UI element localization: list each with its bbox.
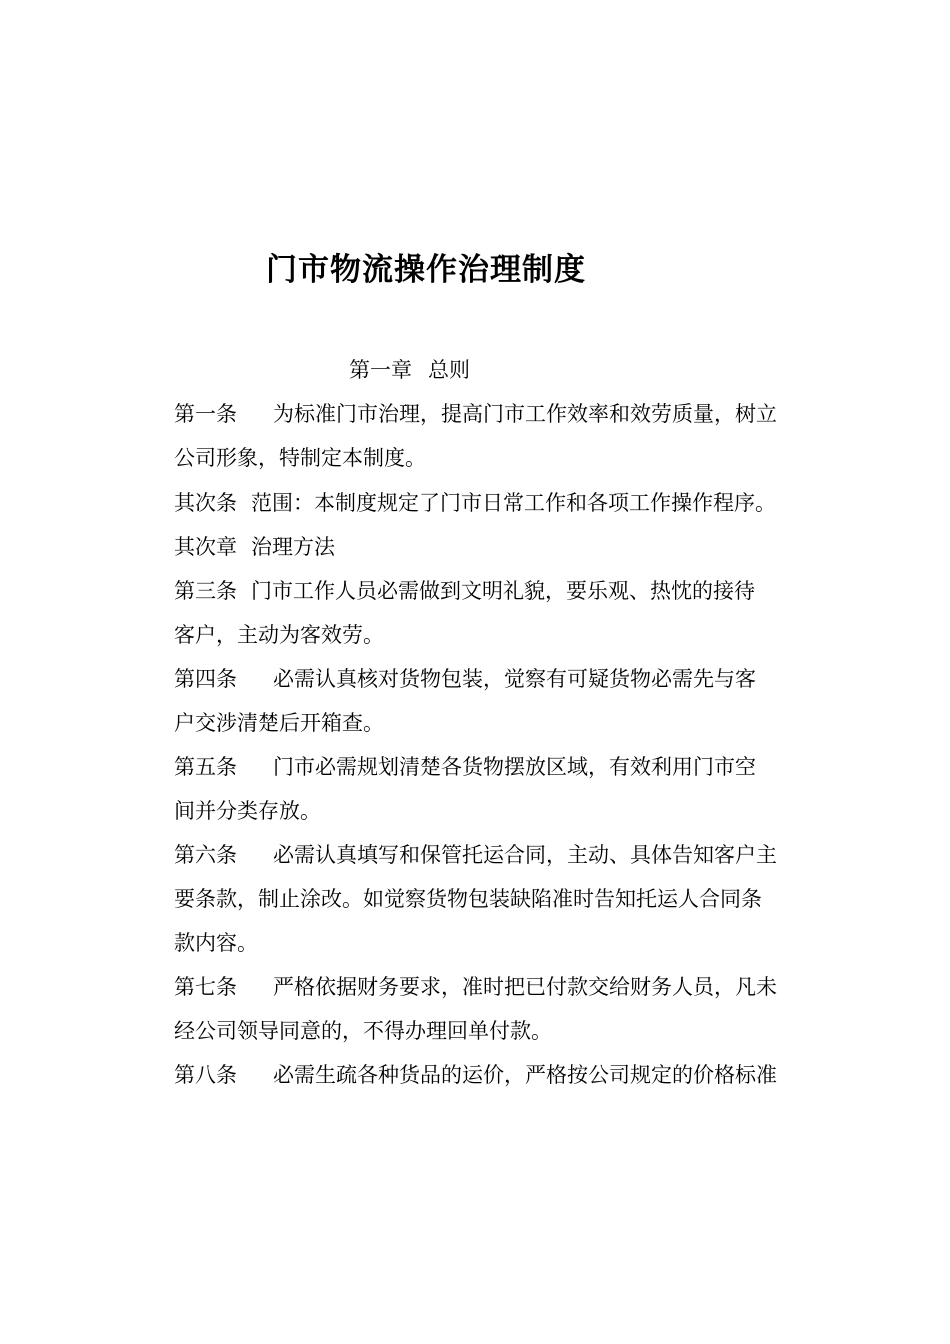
article-1-line-1 <box>174 399 777 429</box>
article-8-line-1 <box>174 1060 777 1090</box>
article-label: 其次章 <box>174 535 237 559</box>
article-5-line-2: 间并分类存放。 <box>174 799 321 823</box>
article-4-line-2: 户交涉清楚后开箱查。 <box>174 711 384 735</box>
article-2-line-1 <box>174 488 776 518</box>
article-label: 第六条 <box>174 843 237 867</box>
article-6-line-2: 要条款，制止涂改。如觉察货物包装缺陷准时告知托运人合同条 <box>174 887 762 911</box>
article-label: 第一条 <box>174 402 237 426</box>
article-text: 必需认真填写和保管托运合同，主动、具体告知客户主 <box>273 843 777 867</box>
article-label: 其次条 <box>174 491 237 515</box>
article-3-line-2: 客户，主动为客效劳。 <box>174 623 384 647</box>
article-label: 第八条 <box>174 1063 237 1087</box>
article-5-line-1 <box>174 752 756 782</box>
article-text: 为标准门市治理，提高门市工作效率和效劳质量，树立 <box>273 402 777 426</box>
article-text: 治理方法 <box>251 535 335 559</box>
article-6-line-1 <box>174 840 777 870</box>
article-7-line-1 <box>174 972 777 1002</box>
article-4-line-1 <box>174 664 756 694</box>
chapter-2-heading <box>174 532 335 562</box>
document-title: 门市物流操作治理制度 <box>266 252 586 288</box>
article-label: 第五条 <box>174 755 237 779</box>
article-text: 严格依据财务要求，准时把已付款交给财务人员，凡未 <box>273 975 777 999</box>
article-text: 范围：本制度规定了门市日常工作和各项工作操作程序。 <box>251 491 776 515</box>
article-text: 门市工作人员必需做到文明礼貌，要乐观、热忱的接待 <box>251 579 755 603</box>
chapter-heading <box>349 355 470 385</box>
chapter-name: 总则 <box>428 358 470 382</box>
article-7-line-2: 经公司领导同意的，不得办理回单付款。 <box>174 1019 552 1043</box>
article-text: 必需认真核对货物包装，觉察有可疑货物必需先与客 <box>273 667 756 691</box>
article-label: 第四条 <box>174 667 237 691</box>
article-1-line-2: 公司形象，特制定本制度。 <box>174 446 426 470</box>
article-text: 门市必需规划清楚各货物摆放区域，有效利用门市空 <box>273 755 756 779</box>
article-6-line-3: 款内容。 <box>174 931 258 955</box>
chapter-number: 第一章 <box>349 358 412 382</box>
article-3-line-1 <box>174 576 755 606</box>
article-label: 第七条 <box>174 975 237 999</box>
article-label: 第三条 <box>174 579 237 603</box>
article-text: 必需生疏各种货品的运价，严格按公司规定的价格标准 <box>273 1063 777 1087</box>
